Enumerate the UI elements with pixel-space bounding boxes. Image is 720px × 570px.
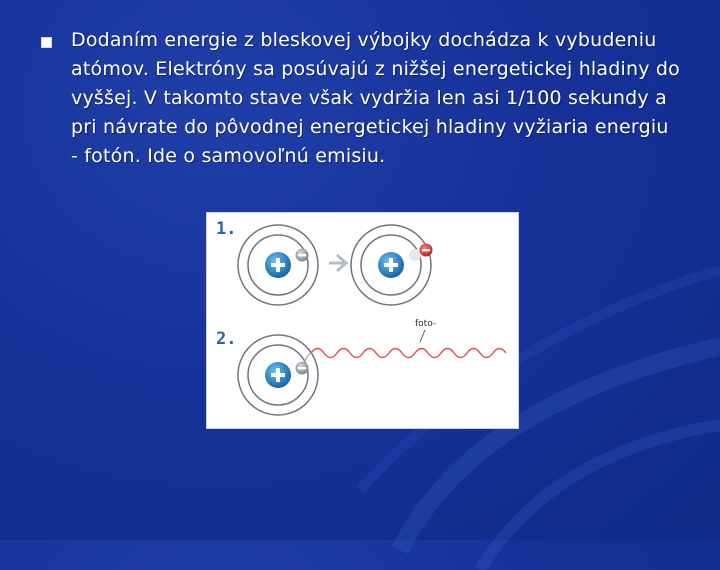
electron-minus-icon [296,249,309,262]
electron-ghost-icon [409,249,421,261]
step-2-label: 2. [216,329,237,349]
arrow-right-icon [329,255,346,271]
slide-text: Dodaním energie z bleskovej výbojky dochádza k vybudeniu atómov. Elektróny sa posúvajú z nižšej energetickej hladiny do vyššej. V takomto stave však vydržia len asi 1/100 sekundy a pri návrate do pôvodnej energetickej hladiny vyžiaria energiu - fotón. Ide o samovoľnú emisiu. [71,29,681,167]
nucleus-plus-icon [378,252,404,278]
atom-excited-state [351,225,433,305]
photon-label: foto- [415,319,437,329]
excitation-diagram [206,212,519,429]
atom-emission [238,335,318,415]
electron-minus-icon [420,244,433,257]
nucleus-plus-icon [265,362,291,388]
photon-wave [311,349,506,358]
nucleus-plus-icon [265,252,291,278]
step-1-label: 1. [216,219,237,239]
atom-ground-state [238,225,318,305]
bullet-marker [41,37,52,48]
electron-minus-icon [296,362,309,375]
photon-label-pointer [420,330,425,342]
